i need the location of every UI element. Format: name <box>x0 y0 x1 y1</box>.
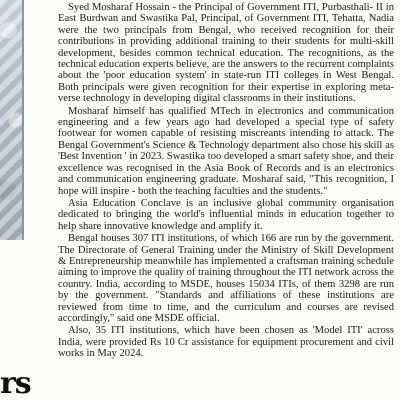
article-paragraph-2: Mosharaf himself has qualified MTech in electronics and communication engineering and a few years ago had developed a special type of safety footwear for women capable of resisting miscreants intending to attack. The Bengal Government's Science & Technology department also chose his skill as 'Best Invention ' in 2023. Swastika too developed a smart safety shoe, and their excellence was recognised in the Asia Book of Records and is an electronics and communication engineering graduate. Mosharaf said, "This recognition, I hope will inspire - both the teaching faculties and the students." <box>58 105 394 197</box>
photo-edge <box>22 0 24 240</box>
cropped-photo <box>0 0 24 240</box>
article-paragraph-5: Also, 35 ITI institutions, which have been chosen as 'Model ITI' across India, were provided Rs 10 Cr assistance for equipment procurement and civil works in May 2024. <box>58 325 394 360</box>
article-body <box>58 2 394 361</box>
article-paragraph-3: Asia Education Conclave is an inclusive global community organisation dedicated to bringing the world's influential minds in education together to help share innovative knowledge and amplify it. <box>58 197 394 232</box>
photo-texture <box>0 0 24 240</box>
article-paragraph-4: Bengal houses 307 ITI institutions, of which 166 are run by the government. The Directorate of General Training under the Ministry of Skill Development & Entrepreneurship meanwhile has implemented a craftsman training schedule aiming to improve the quality of training throughout the ITI network across the country. India, according to MSDE, houses 15034 ITIs, of them 3298 are run by the government. "Standards and affiliations of these institutions are reviewed from time to time, and the curriculum and courses are revised accordingly," said one MSDE official. <box>58 233 394 324</box>
headline-fragment: rs <box>0 368 31 400</box>
article-paragraph-1: Syed Mosharaf Hossain - the Principal of Government ITI, Purbasthali- II in East Burdwan and Swastika Pal, Principal, of Government ITI, Tehatta, Nadia were the two principals from Bengal, who received recognition for their contributions in providing additional training to their students for multi-skill development, besides common technical education. The recognitions, as the technical education experts believe, are the answers to the recurrent complaints about the 'poor education system' in state-run ITI colleges in West Bengal. Both principals were given recognition for their expertise in exploring meta-verse technology in developing digital classrooms in their institutions. <box>58 2 394 105</box>
